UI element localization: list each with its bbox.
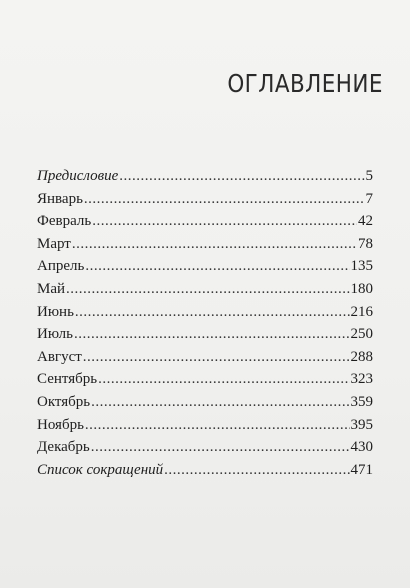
toc-entry-page-number: 250 [350,326,373,343]
toc-entry [37,371,373,394]
toc-entry-page-number: 359 [350,393,373,410]
toc-entry [37,213,373,236]
toc-entry [37,168,373,191]
toc-entry-label: Предисловие [37,168,119,184]
toc-entry-page-number: 288 [350,348,373,365]
toc-entry-page-number: 471 [350,461,373,478]
toc-entry [37,304,373,327]
toc-entry-label: Октябрь [37,393,91,410]
toc-entry-page-number: 42 [358,213,373,230]
toc-entry [37,417,373,440]
dot-leader [83,349,350,366]
toc-entry [37,462,373,485]
dot-leader [85,417,350,434]
toc-entry-page-number: 135 [350,258,373,275]
dot-leader [164,462,349,479]
toc-entry-page-number: 216 [350,303,373,320]
toc-entry-label: Февраль [37,213,92,230]
toc-entry-label: Март [37,235,71,252]
toc-entry [37,349,373,372]
toc-entry-label: Ноябрь [37,416,84,433]
toc-entry [37,281,373,304]
toc-entry-page-number: 7 [365,190,373,207]
toc-entry-page-number: 5 [365,168,373,184]
dot-leader [119,168,364,185]
toc-entry [37,191,373,214]
toc-entry-label: Список сокращений [37,461,164,478]
toc-entry-label: Июнь [37,303,74,320]
toc-entry-label: Декабрь [37,439,90,456]
toc-entry [37,326,373,349]
toc-entry-label: Январь [37,190,83,207]
toc-entry-page-number: 180 [350,280,373,297]
toc-entry-label: Июль [37,326,73,343]
toc-entry-page-number: 430 [350,439,373,456]
dot-leader [72,236,357,253]
dot-leader [91,439,350,456]
table-of-contents [37,168,373,484]
toc-entry-page-number: 323 [350,371,373,388]
toc-entry-label: Август [37,348,82,365]
dot-leader [84,191,365,208]
dot-leader [98,371,349,388]
toc-entry-page-number: 395 [350,416,373,433]
dot-leader [66,281,349,298]
dot-leader [92,213,357,230]
toc-entry [37,236,373,259]
toc-entry [37,258,373,281]
dot-leader [85,258,349,275]
toc-entry [37,394,373,417]
page-title: ОГЛАВЛЕНИЕ [227,68,383,98]
toc-entry-label: Май [37,280,66,297]
toc-entry-page-number: 78 [358,235,373,252]
toc-entry [37,439,373,462]
toc-entry-label: Апрель [37,258,85,275]
toc-entry-label: Сентябрь [37,371,98,388]
dot-leader [74,326,350,343]
dot-leader [75,304,350,321]
dot-leader [91,394,349,411]
